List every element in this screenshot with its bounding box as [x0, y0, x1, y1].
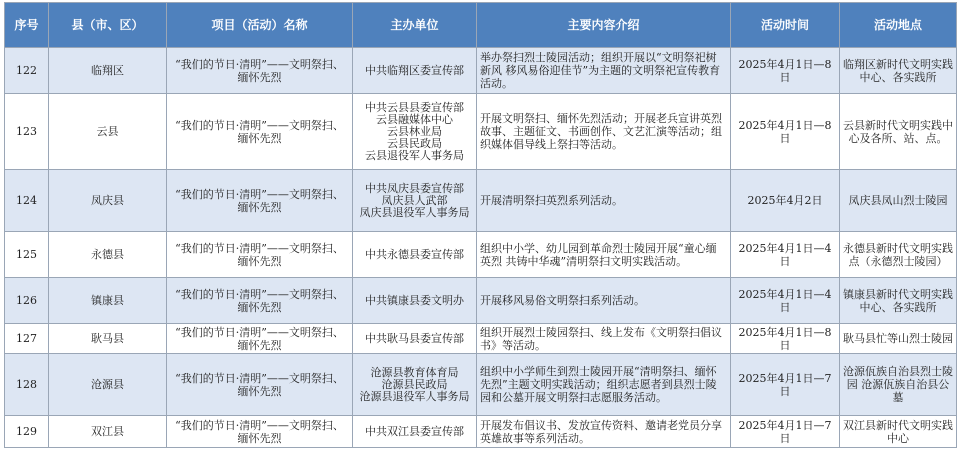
table-row — [5, 48, 957, 94]
organizer-name: 中共耿马县委宣传部 — [365, 331, 464, 345]
cell-organizer — [353, 48, 477, 94]
cell-county: 永德县 — [49, 232, 167, 278]
cell-content: 开展文明祭扫、缅怀先烈活动；开展老兵宣讲英烈故事、主题征文、书画创作、文艺汇演等活动；组织媒体倡导线上祭扫等活动。 — [477, 94, 731, 170]
cell-no: 127 — [5, 324, 49, 354]
organizer-name: 云县民政局 — [387, 136, 442, 150]
header-project: 项目（活动）名称 — [167, 3, 353, 48]
cell-organizer — [353, 278, 477, 324]
header-county: 县（市、区） — [49, 3, 167, 48]
cell-county: 耿马县 — [49, 324, 167, 354]
cell-time: 2025年4月1日—7日 — [731, 354, 840, 416]
cell-time: 2025年4月1日—8日 — [731, 48, 840, 94]
cell-project: “我们的节日·清明”——文明祭扫、缅怀先烈 — [167, 170, 353, 232]
cell-project: “我们的节日·清明”——文明祭扫、缅怀先烈 — [167, 94, 353, 170]
cell-project: “我们的节日·清明”——文明祭扫、缅怀先烈 — [167, 232, 353, 278]
cell-place: 镇康县新时代文明实践中心、各实践所 — [840, 278, 957, 324]
organizer-name: 中共凤庆县委宣传部 — [365, 181, 464, 195]
activity-table — [4, 2, 957, 448]
cell-content: 举办祭扫烈士陵园活动；组织开展以“文明祭祀树新风 移风易俗迎佳节”为主题的文明祭祀宣传教育活动。 — [477, 48, 731, 94]
cell-county: 凤庆县 — [49, 170, 167, 232]
cell-time: 2025年4月1日—8日 — [731, 324, 840, 354]
header-organizer: 主办单位 — [353, 3, 477, 48]
table-row — [5, 170, 957, 232]
cell-time: 2025年4月2日 — [731, 170, 840, 232]
cell-time: 2025年4月1日—7日 — [731, 416, 840, 448]
cell-content: 组织中小学师生到烈士陵园开展“清明祭扫、缅怀先烈”主题文明实践活动；组织志愿者到县烈士陵园和公墓开展文明祭扫志愿服务活动。 — [477, 354, 731, 416]
cell-place: 沧源佤族自治县烈士陵园 沧源佤族自治县公墓 — [840, 354, 957, 416]
cell-no: 126 — [5, 278, 49, 324]
cell-no: 124 — [5, 170, 49, 232]
cell-county: 镇康县 — [49, 278, 167, 324]
cell-project: “我们的节日·清明”——文明祭扫、缅怀先烈 — [167, 416, 353, 448]
cell-project: “我们的节日·清明”——文明祭扫、缅怀先烈 — [167, 278, 353, 324]
header-time: 活动时间 — [731, 3, 840, 48]
organizer-name: 凤庆县人武部 — [381, 193, 448, 207]
organizer-name: 中共镇康县委文明办 — [365, 293, 464, 307]
cell-place: 永德县新时代文明实践点（永德烈士陵园） — [840, 232, 957, 278]
table-row — [5, 278, 957, 324]
cell-county: 双江县 — [49, 416, 167, 448]
cell-no: 122 — [5, 48, 49, 94]
organizer-name: 中共永德县委宣传部 — [365, 247, 464, 261]
table-row — [5, 232, 957, 278]
cell-time: 2025年4月1日—8日 — [731, 94, 840, 170]
cell-organizer — [353, 324, 477, 354]
table-row — [5, 354, 957, 416]
organizer-name: 中共云县县委宣传部 — [365, 100, 464, 114]
organizer-name: 云县融媒体中心 — [376, 112, 453, 126]
organizer-name: 云县林业局 — [387, 124, 442, 138]
organizer-name: 中共临翔区委宣传部 — [365, 63, 464, 77]
cell-content: 开展移风易俗文明祭扫系列活动。 — [477, 278, 731, 324]
cell-county: 临翔区 — [49, 48, 167, 94]
cell-no: 129 — [5, 416, 49, 448]
header-place: 活动地点 — [840, 3, 957, 48]
header-no: 序号 — [5, 3, 49, 48]
cell-organizer — [353, 354, 477, 416]
cell-no: 125 — [5, 232, 49, 278]
organizer-name: 中共双江县委宣传部 — [365, 424, 464, 438]
organizer-name: 沧源县教育体育局 — [370, 365, 459, 379]
cell-no: 128 — [5, 354, 49, 416]
organizer-name: 凤庆县退役军人事务局 — [359, 205, 470, 219]
cell-county: 云县 — [49, 94, 167, 170]
table-body — [5, 48, 957, 448]
cell-place: 云县新时代文明实践中心及各所、站、点。 — [840, 94, 957, 170]
cell-content: 开展发布倡议书、发放宣传资料、邀请老党员分享英雄故事等系列活动。 — [477, 416, 731, 448]
cell-place: 临翔区新时代文明实践中心、各实践所 — [840, 48, 957, 94]
cell-project: “我们的节日·清明”——文明祭扫、缅怀先烈 — [167, 324, 353, 354]
header-content: 主要内容介绍 — [477, 3, 731, 48]
header-row — [5, 3, 957, 48]
table-row — [5, 94, 957, 170]
cell-organizer — [353, 94, 477, 170]
organizer-name: 沧源县民政局 — [381, 377, 448, 391]
cell-time: 2025年4月1日—4日 — [731, 232, 840, 278]
cell-place: 双江县新时代文明实践中心 — [840, 416, 957, 448]
cell-organizer — [353, 232, 477, 278]
activity-table-wrapper — [4, 2, 956, 448]
table-row — [5, 324, 957, 354]
cell-content: 开展清明祭扫英烈系列活动。 — [477, 170, 731, 232]
cell-organizer — [353, 416, 477, 448]
cell-time: 2025年4月1日—4日 — [731, 278, 840, 324]
cell-place: 凤庆县凤山烈士陵园 — [840, 170, 957, 232]
cell-content: 组织中小学、幼儿园到革命烈士陵园开展“童心缅英烈 共铸中华魂”清明祭扫文明实践活动。 — [477, 232, 731, 278]
organizer-name: 沧源县退役军人事务局 — [359, 389, 470, 403]
cell-organizer — [353, 170, 477, 232]
cell-no: 123 — [5, 94, 49, 170]
table-row — [5, 416, 957, 448]
cell-content: 组织开展烈士陵园祭扫、线上发布《文明祭扫倡议书》等活动。 — [477, 324, 731, 354]
cell-project: “我们的节日·清明”——文明祭扫、缅怀先烈 — [167, 48, 353, 94]
cell-project: “我们的节日·清明”——文明祭扫、缅怀先烈 — [167, 354, 353, 416]
cell-place: 耿马县忙等山烈士陵园 — [840, 324, 957, 354]
organizer-name: 云县退役军人事务局 — [365, 148, 464, 162]
cell-county: 沧源县 — [49, 354, 167, 416]
